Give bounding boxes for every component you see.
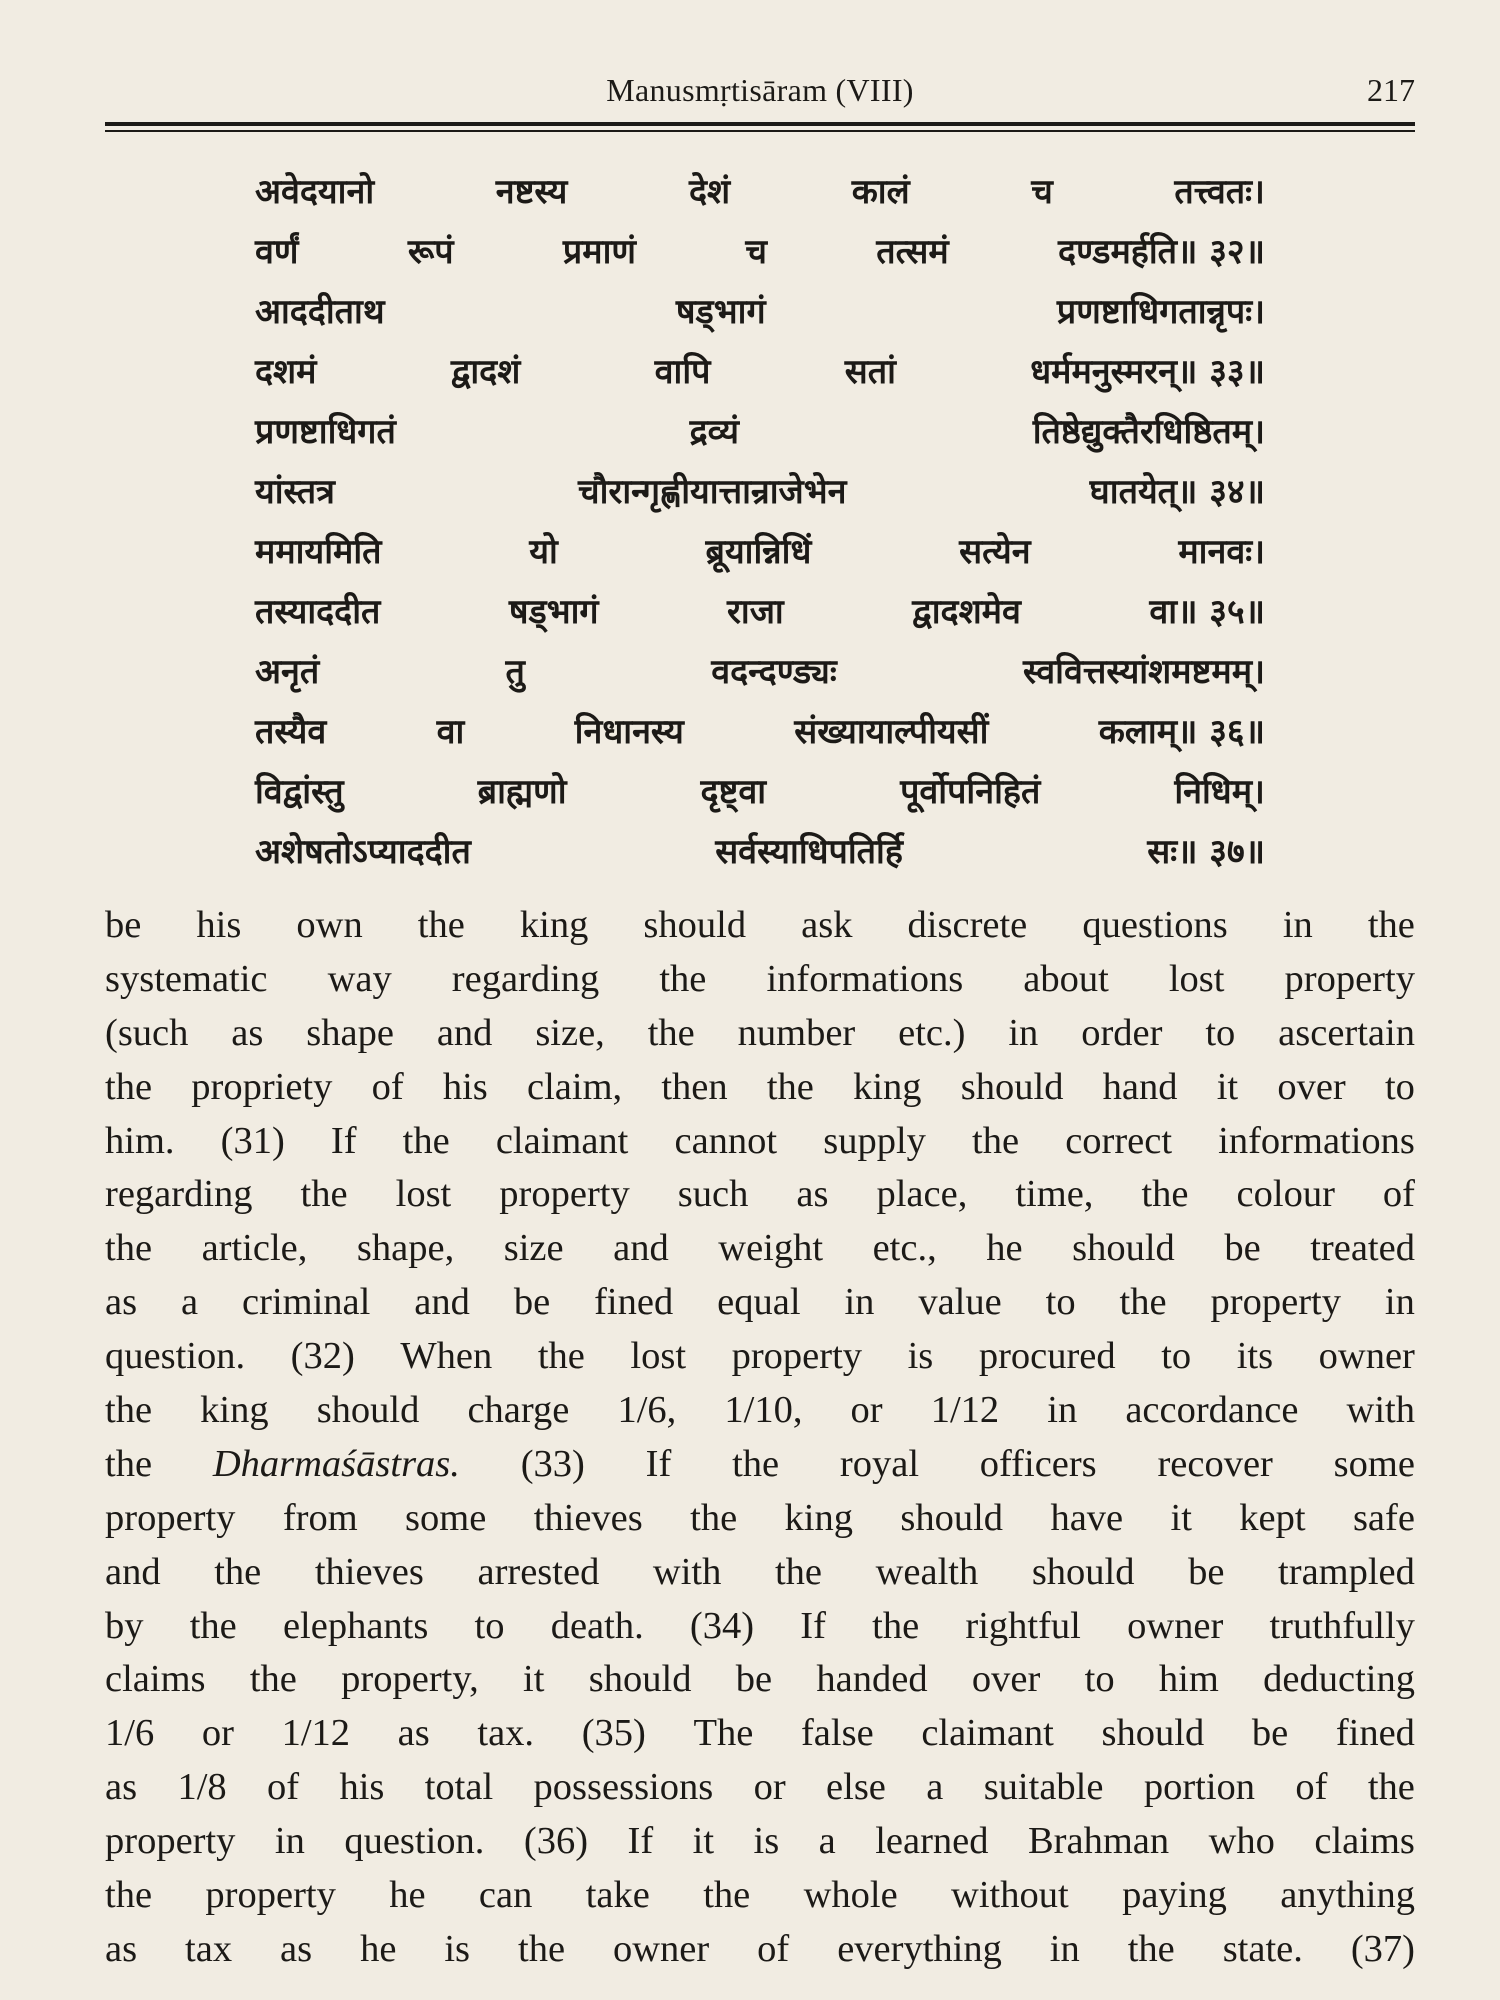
translation-line: the propriety of his claim, then the king should hand it over to xyxy=(105,1065,1415,1108)
sanskrit-verses xyxy=(255,162,1265,882)
verse-word: दण्डमर्हति॥ ३२॥ xyxy=(1058,232,1265,272)
verse-word: दृष्ट्वा xyxy=(700,772,767,812)
verse-word: वा xyxy=(436,712,465,752)
verse-word: द्रव्यं xyxy=(689,412,739,452)
verse-word: यांस्तत्र xyxy=(255,472,335,512)
header-rule-thick xyxy=(105,122,1415,126)
verse-word: तस्यैव xyxy=(255,712,327,752)
verse-word: कलाम्॥ ३६॥ xyxy=(1098,712,1265,752)
verse-word: वर्णं xyxy=(255,232,299,272)
verse-word: तस्याददीत xyxy=(255,592,381,632)
verse-word: सर्वस्याधिपतिर्हि xyxy=(715,832,903,872)
verse-word: चौरान्गृह्णीयात्तान्राजेभेन xyxy=(578,472,847,512)
verse-word: अनृतं xyxy=(255,652,320,692)
translation-line: question. (32) When the lost property is procured to its owner xyxy=(105,1335,1415,1378)
verse-word: सतां xyxy=(844,352,896,392)
verse-word: ब्रूयान्निधिं xyxy=(705,532,812,572)
verse-word: वदन्दण्ड्यः xyxy=(711,652,837,692)
verse-word: तत्समं xyxy=(876,232,949,272)
verse-word: द्वादशमेव xyxy=(912,592,1021,632)
verse-word: निधानस्य xyxy=(574,712,684,752)
verse-word: सत्येन xyxy=(959,532,1031,572)
translation-line: be his own the king should ask discrete questions in the xyxy=(105,904,1415,946)
verse-word: विद्वांस्तु xyxy=(255,772,344,812)
translation-line: as 1/8 of his total possessions or else a suitable portion of the xyxy=(105,1766,1415,1809)
verse-line xyxy=(255,222,1265,282)
verse-word: निधिम्। xyxy=(1174,772,1265,812)
verse-line xyxy=(255,402,1265,462)
verse-word: रूपं xyxy=(407,232,454,272)
translation-line: the Dharmaśāstras. (33) If the royal officers recover some xyxy=(105,1438,1415,1492)
verse-word: ब्राह्मणो xyxy=(477,772,567,812)
verse-word: घातयेत्॥ ३४॥ xyxy=(1089,472,1265,512)
verse-word: द्वादशं xyxy=(450,352,521,392)
translation-line: property in question. (36) If it is a learned Brahman who claims xyxy=(105,1820,1415,1863)
translation-line: systematic way regarding the informations about lost property xyxy=(105,957,1415,1000)
verse-word: यो xyxy=(529,532,558,572)
verse-line xyxy=(255,582,1265,642)
verse-word: च xyxy=(745,232,767,272)
verse-word: षड्भागं xyxy=(675,292,766,332)
verse-word: नष्टस्य xyxy=(495,172,568,212)
header-title: Manusmṛtisāram (VIII) xyxy=(606,72,914,108)
verse-word: देशं xyxy=(688,172,731,212)
verse-word: तिष्ठेद्युक्तैरधिष्ठितम्। xyxy=(1032,412,1265,452)
verse-word: प्रणष्टाधिगतं xyxy=(255,412,396,452)
verse-word: वापि xyxy=(654,352,711,392)
verse-word: कालं xyxy=(851,172,910,212)
verse-word: आददीताथ xyxy=(255,292,385,332)
verse-word: सः॥ ३७॥ xyxy=(1147,832,1265,872)
translation-line: as a criminal and be fined equal in value to the property in xyxy=(105,1281,1415,1324)
verse-line xyxy=(255,822,1265,882)
page-number: 217 xyxy=(1367,72,1415,108)
verse-word: पूर्वोपनिहितं xyxy=(900,772,1041,812)
verse-word: प्रमाणं xyxy=(562,232,636,272)
header-rule-thin xyxy=(105,130,1415,132)
translation-line: by the elephants to death. (34) If the rightful owner truthfully xyxy=(105,1604,1415,1647)
verse-word: च xyxy=(1031,172,1053,212)
translation-line: him. (31) If the claimant cannot supply the correct informations xyxy=(105,1119,1415,1162)
verse-word: स्ववित्तस्यांशमष्टमम्। xyxy=(1023,652,1265,692)
translation-line: regarding the lost property such as place, time, the colour of xyxy=(105,1173,1415,1216)
running-header xyxy=(105,72,1415,118)
verse-word: धर्ममनुस्मरन्॥ ३३॥ xyxy=(1030,352,1265,392)
verse-line xyxy=(255,282,1265,342)
translation-line: claims the property, it should be handed over to him deducting xyxy=(105,1658,1415,1701)
translation-line: the property he can take the whole without paying anything xyxy=(105,1874,1415,1917)
verse-word: संख्यायाल्पीयसीं xyxy=(794,712,989,752)
verse-line xyxy=(255,642,1265,702)
verse-line xyxy=(255,342,1265,402)
verse-line xyxy=(255,702,1265,762)
translation-line: 1/6 or 1/12 as tax. (35) The false claimant should be fined xyxy=(105,1712,1415,1755)
translation-line: property from some thieves the king should have it kept safe xyxy=(105,1496,1415,1539)
verse-word: अशेषतोऽप्याददीत xyxy=(255,832,471,872)
verse-word: षड्भागं xyxy=(508,592,599,632)
verse-word: तत्त्वतः। xyxy=(1174,172,1265,212)
verse-word: वा॥ ३५॥ xyxy=(1149,592,1265,632)
verse-line xyxy=(255,762,1265,822)
verse-word: अवेदयानो xyxy=(255,172,375,212)
translation-line: the king should charge 1/6, 1/10, or 1/12 in accordance with xyxy=(105,1389,1415,1432)
verse-word: राजा xyxy=(726,592,784,632)
translation-line: (such as shape and size, the number etc.) in order to ascertain xyxy=(105,1011,1415,1054)
italic-term: Dharmaśāstras. xyxy=(212,1442,460,1485)
verse-word: ममायमिति xyxy=(255,532,382,572)
verse-word: तु xyxy=(505,652,525,692)
translation-line: and the thieves arrested with the wealth should be trampled xyxy=(105,1550,1415,1593)
translation-line: the article, shape, size and weight etc., he should be treated xyxy=(105,1227,1415,1270)
english-translation xyxy=(105,899,1415,1977)
verse-word: दशमं xyxy=(255,352,317,392)
verse-word: मानवः। xyxy=(1178,532,1265,572)
verse-line xyxy=(255,462,1265,522)
verse-word: प्रणष्टाधिगतान्नृपः। xyxy=(1056,292,1265,332)
verse-line xyxy=(255,162,1265,222)
translation-line: as tax as he is the owner of everything in the state. (37) xyxy=(105,1927,1415,1970)
verse-line xyxy=(255,522,1265,582)
